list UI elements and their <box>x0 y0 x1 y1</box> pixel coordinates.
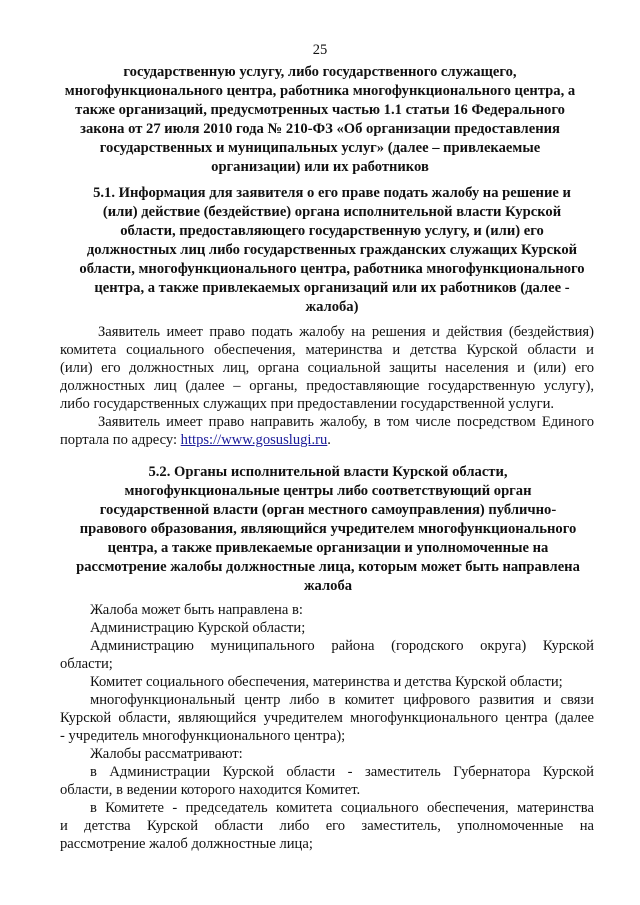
text-line: портала по адресу: https://www.gosuslugi.ru. <box>60 432 331 448</box>
heading-line: также организаций, предусмотренных частью 1.1 статьи 16 Федерального <box>75 102 565 118</box>
heading-line: области, предоставляющего государственную услугу, и (или) его <box>120 223 544 239</box>
heading-line: правового образования, являющийся учредителем многофункционального <box>79 521 577 537</box>
text-line: рассмотрение жалоб должностные лица; <box>60 836 313 852</box>
text-line: в Администрации Курской области - заместитель Губернатора Курской <box>90 764 594 780</box>
text-line: - учредитель многофункционального центра); <box>60 728 346 744</box>
text-line: и детства Курской области либо его заместитель, уполномоченные на <box>60 818 594 834</box>
heading-line: 5.2. Органы исполнительной власти Курской области, <box>148 464 508 480</box>
heading-line: многофункциональные центры либо соответствующий орган <box>124 483 532 499</box>
text-line: Курской области, являющийся учредителем многофункционального центра (далее <box>60 710 594 726</box>
text-line: области, в ведении которого находится Комитет. <box>60 782 361 798</box>
text-line: области; <box>60 656 113 672</box>
text-line: Администрацию муниципального района (городского округа) Курской <box>90 638 594 654</box>
heading-line: организации) или их работников <box>211 159 429 175</box>
heading-line: должностных лиц либо государственных гражданских служащих Курской <box>86 242 578 258</box>
text-line: комитета социального обеспечения, материнства и детства Курской области и <box>60 342 594 358</box>
text-line: Заявитель имеет право подать жалобу на решения и действия (бездействия) <box>98 324 594 340</box>
gosuslugi-link[interactable]: https://www.gosuslugi.ru <box>180 432 328 448</box>
heading-line: центра, а также привлекаемых организаций или их работников (далее - <box>94 280 570 296</box>
text-line: Жалобы рассматривают: <box>90 746 243 762</box>
heading-line: (или) действие (бездействие) органа исполнительной власти Курской <box>102 204 562 220</box>
heading-line: области, многофункционального центра, работника многофункционального <box>79 261 585 277</box>
text-line: Заявитель имеет право направить жалобу, в том числе посредством Единого <box>98 414 594 430</box>
text-line: Жалоба может быть направлена в: <box>90 602 303 618</box>
page-number: 25 <box>312 42 328 58</box>
heading-line: государственную услугу, либо государственного служащего, <box>123 64 517 80</box>
heading-line: многофункционального центра, работника многофункционального центра, а <box>64 83 576 99</box>
heading-line: закона от 27 июля 2010 года № 210-ФЗ «Об организации предоставления <box>80 121 560 137</box>
heading-line: государственных и муниципальных услуг» (далее – привлекаемые <box>99 140 541 156</box>
text-line: в Комитете - председатель комитета социального обеспечения, материнства <box>90 800 594 816</box>
intro-heading <box>60 63 580 177</box>
section-5-2-heading <box>62 463 594 596</box>
text-line: должностных лиц (далее – органы, предоставляющие государственную услугу), <box>60 378 594 394</box>
text-line: Комитет социального обеспечения, материнства и детства Курской области; <box>90 674 563 690</box>
section-5-1-paragraph-1 <box>60 323 594 413</box>
text-line: (или) его должностных лиц, органа социальной защиты населения и (или) его <box>60 360 594 376</box>
heading-line: жалоба <box>303 578 353 594</box>
heading-line: центра, а также привлекаемые организации и уполномоченные на <box>107 540 549 556</box>
heading-line: государственной власти (орган местного самоуправления) публично- <box>99 502 557 518</box>
section-5-2-body <box>60 601 594 853</box>
text-line: многофункциональный центр либо в комитет цифрового развития и связи <box>90 692 594 708</box>
section-5-1-paragraph-2 <box>60 413 594 449</box>
text-line: либо государственных служащих при предоставлении государственной услуги. <box>60 396 555 412</box>
heading-line: жалоба) <box>305 299 359 315</box>
heading-line: рассмотрение жалобы должностные лица, которым может быть направлена <box>76 559 580 575</box>
text-line: Администрацию Курской области; <box>90 620 306 636</box>
section-5-1-heading <box>76 184 588 317</box>
heading-line: 5.1. Информация для заявителя о его праве подать жалобу на решение и <box>93 185 571 201</box>
